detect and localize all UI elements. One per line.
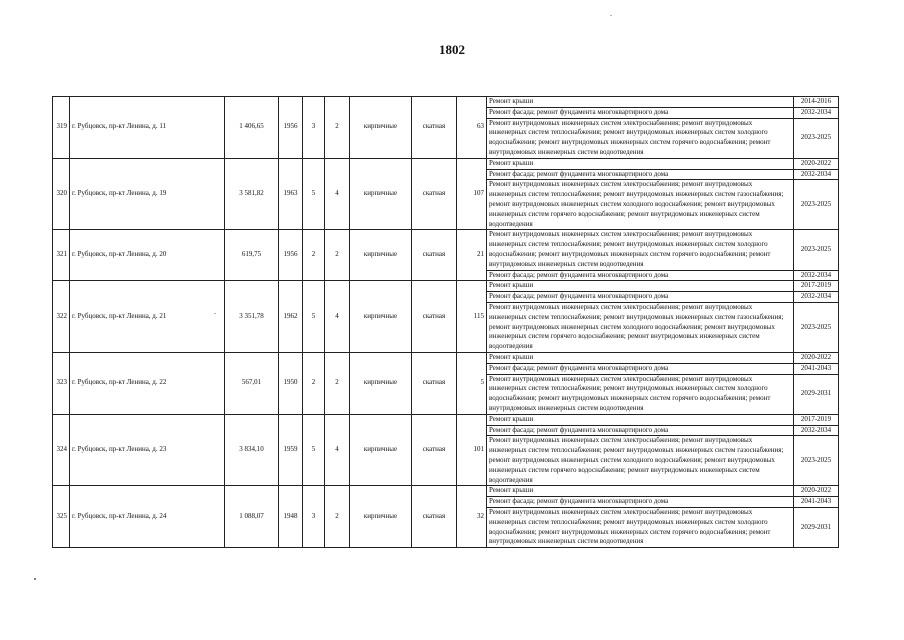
wall-material-cell: кирпичные [350,414,412,486]
scan-speck [610,15,612,16]
work-description-cell: Ремонт внутридомовых инженерных систем электроснабжения; ремонт внутридомовых инженерных систем теплоснабжения; ремонт внутридомовых инженерных систем холодного водоснабжения; ремонт внутридомовых инженерных систем горячего водоснабжения; ремонт внутридомовых инженерных систем водоотведения [487,374,794,414]
scan-speck [34,578,36,580]
work-description-cell: Ремонт фасада; ремонт фундамента многоквартирного дома [487,425,794,436]
address-cell: г. Рубцовск, пр-кт Ленина, д. 19 [70,158,225,230]
roof-type-cell: скатная [412,158,457,230]
capital-repair-table [52,96,839,548]
year-built-cell: 1956 [279,230,303,281]
work-period-cell: 2032-2034 [794,292,839,303]
work-period-cell: 2032-2034 [794,425,839,436]
row-number: 325 [53,486,70,548]
work-period-cell: 2029-2031 [794,507,839,547]
year-built-cell: 1956 [279,97,303,159]
table-row [53,414,839,425]
work-description-cell: Ремонт фасада; ремонт фундамента многоквартирного дома [487,107,794,118]
row-number: 323 [53,352,70,414]
floors-cell: 5 [303,158,325,230]
area-cell: 1 406,65 [225,97,279,159]
entrances-cell: 4 [325,281,350,353]
table-row [53,352,839,363]
residents-cell: 32 [457,486,487,548]
work-description-cell: Ремонт крыши [487,97,794,108]
row-number: 321 [53,230,70,281]
work-description-cell: Ремонт фасада; ремонт фундамента многоквартирного дома [487,292,794,303]
area-cell: 3 351,78 [225,281,279,353]
wall-material-cell: кирпичные [350,97,412,159]
work-period-cell: 2020-2022 [794,352,839,363]
wall-material-cell: кирпичные [350,230,412,281]
row-number: 320 [53,158,70,230]
work-description-cell: Ремонт крыши [487,352,794,363]
work-period-cell: 2014-2016 [794,97,839,108]
area-cell: 619,75 [225,230,279,281]
address-cell: г. Рубцовск, пр-кт Ленина, д. 11 [70,97,225,159]
work-period-cell: 2017-2019 [794,281,839,292]
work-period-cell: 2032-2034 [794,169,839,180]
wall-material-cell: кирпичные [350,352,412,414]
address-cell: г. Рубцовск, пр-кт Ленина, д. 24 [70,486,225,548]
floors-cell: 2 [303,352,325,414]
wall-material-cell: кирпичные [350,281,412,353]
floors-cell: 3 [303,97,325,159]
floors-cell: 3 [303,486,325,548]
residents-cell: 107 [457,158,487,230]
residents-cell: 115 [457,281,487,353]
roof-type-cell: скатная [412,97,457,159]
address-cell: г. Рубцовск, пр-кт Ленина, д. 20 [70,230,225,281]
row-number: 319 [53,97,70,159]
work-period-cell: 2023-2025 [794,118,839,158]
work-description-cell: Ремонт фасада; ремонт фундамента многоквартирного дома [487,497,794,508]
table-row [53,230,839,270]
work-description-cell: Ремонт крыши [487,486,794,497]
work-period-cell: 2029-2031 [794,374,839,414]
roof-type-cell: скатная [412,281,457,353]
address-cell: г. Рубцовск, пр-кт Ленина, д. 22 [70,352,225,414]
area-cell: 567,01 [225,352,279,414]
area-cell: 1 088,07 [225,486,279,548]
year-built-cell: 1962 [279,281,303,353]
year-built-cell: 1963 [279,158,303,230]
work-period-cell: 2032-2034 [794,270,839,281]
work-description-cell: Ремонт крыши [487,281,794,292]
wall-material-cell: кирпичные [350,486,412,548]
work-period-cell: 2032-2034 [794,107,839,118]
residents-cell: 63 [457,97,487,159]
work-description-cell: Ремонт фасада; ремонт фундамента многоквартирного дома [487,169,794,180]
work-period-cell: 2023-2025 [794,302,839,352]
residents-cell: 101 [457,414,487,486]
work-description-cell: Ремонт крыши [487,414,794,425]
work-description-cell: Ремонт внутридомовых инженерных систем электроснабжения; ремонт внутридомовых инженерных систем теплоснабжения; ремонт внутридомовых инженерных систем газоснабжения; ремонт внутридомовых инженерных систем холодного водоснабжения; ремонт внутридомовых инженерных систем горячего водоснабжения; ремонт внутридомовых инженерных систем водоотведения [487,436,794,486]
work-description-cell: Ремонт внутридомовых инженерных систем электроснабжения; ремонт внутридомовых инженерных систем теплоснабжения; ремонт внутридомовых инженерных систем газоснабжения; ремонт внутридомовых инженерных систем холодного водоснабжения; ремонт внутридомовых инженерных систем горячего водоснабжения; ремонт внутридомовых инженерных систем водоотведения [487,180,794,230]
entrances-cell: 2 [325,486,350,548]
floors-cell: 5 [303,281,325,353]
residents-cell: 5 [457,352,487,414]
table-row [53,97,839,108]
entrances-cell: 4 [325,414,350,486]
scan-speck [214,313,216,314]
table-row [53,281,839,292]
roof-type-cell: скатная [412,230,457,281]
work-description-cell: Ремонт фасада; ремонт фундамента многоквартирного дома [487,270,794,281]
floors-cell: 5 [303,414,325,486]
work-period-cell: 2017-2019 [794,414,839,425]
work-description-cell: Ремонт внутридомовых инженерных систем электроснабжения; ремонт внутридомовых инженерных систем теплоснабжения; ремонт внутридомовых инженерных систем холодного водоснабжения; ремонт внутридомовых инженерных систем горячего водоснабжения; ремонт внутридомовых инженерных систем водоотведения [487,118,794,158]
roof-type-cell: скатная [412,352,457,414]
page-number: 1802 [439,42,465,57]
year-built-cell: 1959 [279,414,303,486]
work-description-cell: Ремонт крыши [487,158,794,169]
work-period-cell: 2041-2043 [794,363,839,374]
year-built-cell: 1950 [279,352,303,414]
work-period-cell: 2041-2043 [794,497,839,508]
wall-material-cell: кирпичные [350,158,412,230]
work-period-cell: 2020-2022 [794,486,839,497]
row-number: 324 [53,414,70,486]
entrances-cell: 2 [325,230,350,281]
area-cell: 3 581,82 [225,158,279,230]
roof-type-cell: скатная [412,486,457,548]
work-period-cell: 2020-2022 [794,158,839,169]
roof-type-cell: скатная [412,414,457,486]
work-period-cell: 2023-2025 [794,436,839,486]
entrances-cell: 2 [325,352,350,414]
area-cell: 3 834,10 [225,414,279,486]
row-number: 322 [53,281,70,353]
work-description-cell: Ремонт фасада; ремонт фундамента многоквартирного дома [487,363,794,374]
work-period-cell: 2023-2025 [794,180,839,230]
residents-cell: 21 [457,230,487,281]
work-description-cell: Ремонт внутридомовых инженерных систем электроснабжения; ремонт внутридомовых инженерных систем теплоснабжения; ремонт внутридомовых инженерных систем газоснабжения; ремонт внутридомовых инженерных систем холодного водоснабжения; ремонт внутридомовых инженерных систем горячего водоснабжения; ремонт внутридомовых инженерных систем водоотведения [487,302,794,352]
work-description-cell: Ремонт внутридомовых инженерных систем электроснабжения; ремонт внутридомовых инженерных систем теплоснабжения; ремонт внутридомовых инженерных систем холодного водоснабжения; ремонт внутридомовых инженерных систем горячего водоснабжения; ремонт внутридомовых инженерных систем водоотведения [487,507,794,547]
entrances-cell: 4 [325,158,350,230]
floors-cell: 2 [303,230,325,281]
table-row [53,158,839,169]
entrances-cell: 2 [325,97,350,159]
table-row [53,486,839,497]
address-cell: г. Рубцовск, пр-кт Ленина, д. 21 [70,281,225,353]
year-built-cell: 1948 [279,486,303,548]
address-cell: г. Рубцовск, пр-кт Ленина, д. 23 [70,414,225,486]
work-period-cell: 2023-2025 [794,230,839,270]
work-description-cell: Ремонт внутридомовых инженерных систем электроснабжения; ремонт внутридомовых инженерных систем теплоснабжения; ремонт внутридомовых инженерных систем холодного водоснабжения; ремонт внутридомовых инженерных систем горячего водоснабжения; ремонт внутридомовых инженерных систем водоотведения [487,230,794,270]
